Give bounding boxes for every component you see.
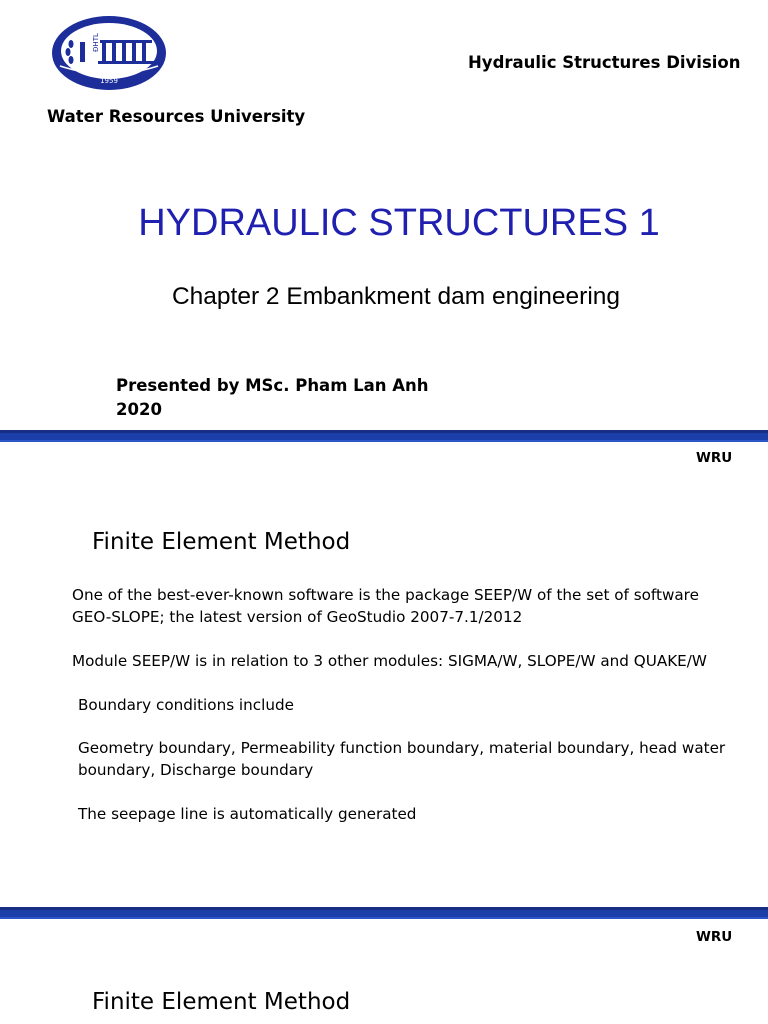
slide-divider <box>0 907 768 919</box>
slide-divider <box>0 430 768 442</box>
paragraph: One of the best-ever-known software is the package SEEP/W of the set of software GEO-SLOPE; the latest version of GeoStudio 2007-7.1/2012 <box>72 586 699 626</box>
section-heading: Finite Element Method <box>92 989 351 1015</box>
paragraph: The seepage line is automatically generated <box>78 805 417 823</box>
paragraph: Module SEEP/W is in relation to 3 other modules: SIGMA/W, SLOPE/W and QUAKE/W <box>72 652 707 670</box>
svg-text:1959: 1959 <box>100 77 118 85</box>
presenter-block <box>116 374 429 422</box>
university-logo <box>50 14 168 92</box>
university-name: Water Resources University <box>47 107 306 126</box>
slide-footer-label: WRU <box>696 929 733 945</box>
presenter-name: Presented by MSc. Pham Lan Anh <box>116 376 429 395</box>
course-title: HYDRAULIC STRUCTURES 1 <box>138 202 660 244</box>
slide-footer-label: WRU <box>696 450 733 466</box>
chapter-subtitle: Chapter 2 Embankment dam engineering <box>171 283 621 310</box>
section-heading: Finite Element Method <box>92 529 351 555</box>
division-name: Hydraulic Structures Division <box>468 53 741 72</box>
presentation-year: 2020 <box>116 400 162 419</box>
paragraph: Geometry boundary, Permeability function boundary, material boundary, head water boundary, Discharge boundary <box>78 739 726 779</box>
paragraph: Boundary conditions include <box>78 696 294 714</box>
svg-text:ĐHTL: ĐHTL <box>92 33 100 52</box>
logo-emblem-icon <box>50 14 168 92</box>
